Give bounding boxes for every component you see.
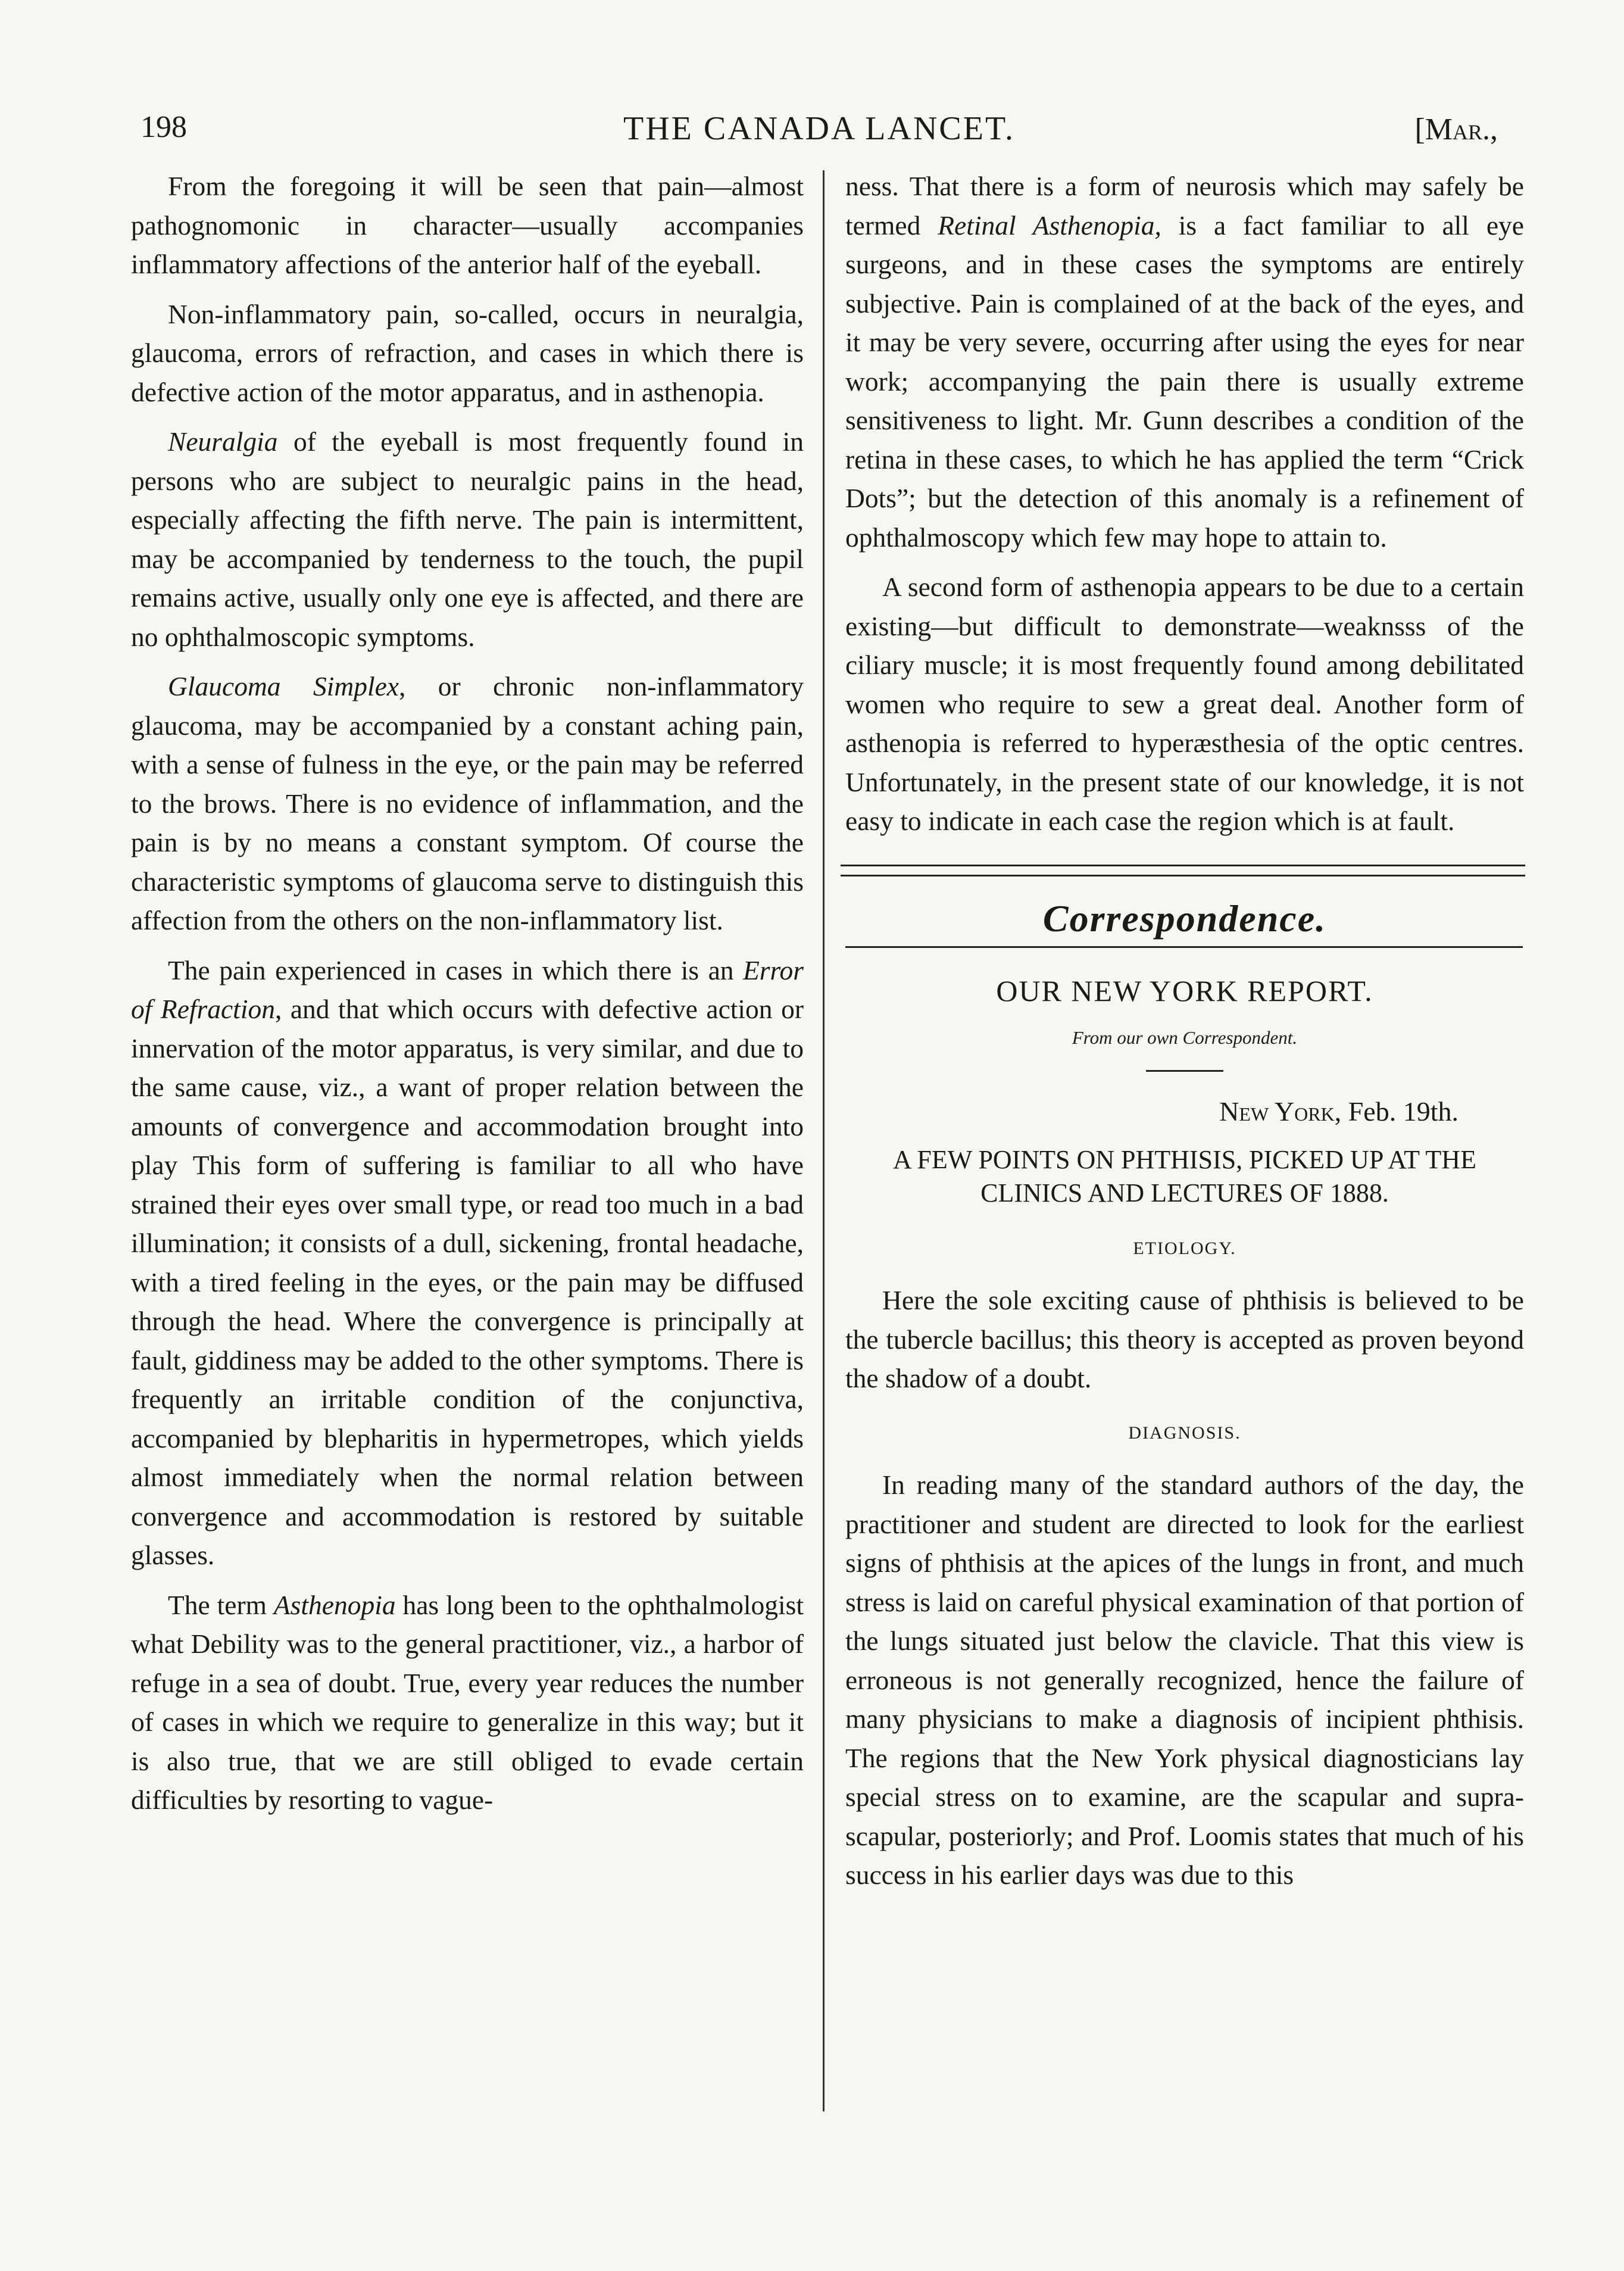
rule [1146,1070,1223,1072]
running-header [140,110,1498,163]
paragraph-text: is a fact familiar to all eye surgeons, and in these cases the symptoms are entirely subjective. Pain is complained of at the back of the eyes, and it may be very severe, occurring after using the eyes for near work; accompanying the pain there is usually extreme sensitiveness to light. Mr. Gunn describes a condition of the retina in these cases, to which he has applied the term “Crick Dots”; but the detection of this anomaly is a refinement of ophthalmoscopy which few may hope to attain to. [845,210,1524,553]
subheading-diagnosis: DIAGNOSIS. [1128,1423,1241,1443]
paragraph [131,951,804,1575]
paragraph [131,667,804,940]
paragraph-text: ness. That there is a form of neurosis which may safely be termed [845,171,1524,241]
section-heading: Correspondence. [1042,897,1327,940]
left-column [131,167,804,1820]
paragraph [131,422,804,656]
italic-term: Glaucoma Simplex [168,671,399,701]
right-column [845,167,1524,1895]
dateline [845,1092,1524,1131]
paragraph: From the foregoing it will be seen that pain—almost pathognomonic in character—usually accompanies inflammatory affections of the anterior half of the eyeball. [131,171,804,279]
italic-term: Neuralgia [168,426,278,457]
paragraph-text: of the eyeball is most frequently found in persons who are subject to neuralgic pains in the head, especially affecting the fifth nerve. The pain is intermittent, may be accompanied by tenderness to the touch, the pupil remains active, usually only one eye is affected, and there are no ophthalmoscopic symptoms. [131,426,804,652]
article-heading: A FEW POINTS ON PHTHISIS, PICKED UP AT THE CLINICS AND LECTURES OF 1888. [893,1144,1476,1208]
byline: From our own Correspondent. [1072,1027,1298,1048]
paragraph: Here the sole exciting cause of phthisis is believed to be the tubercle bacillus; this theory is accepted as proven beyond the shadow of a doubt. [845,1285,1524,1393]
subheading-etiology: ETIOLOGY. [1133,1238,1236,1258]
paragraph [845,167,1524,557]
paragraph-text: The pain experienced in cases in which there is an [168,954,744,985]
page-number: 198 [140,110,187,144]
column-divider [823,170,825,2111]
paragraph-text: has long been to the ophthalmologist what Debility was to the general practitioner, viz., a harbor of refuge in a sea of doubt. True, every year reduces the number of cases in which we require to generalize in this way; but it is also true, that we are still obliged to evade certain difficulties by resorting to vague- [131,1589,804,1815]
dateline-date: , Feb. 19th. [1334,1096,1459,1127]
rule [845,946,1523,948]
italic-term: Retinal Asthenopia, [938,210,1161,241]
paragraph-text: , and that which occurs with defective action or innervation of the motor apparatus, is very similar, and due to the same cause, viz., a want of proper relation between the amounts of convergence and accommodation brought into play This form of suffering is familiar to all who have strained their eyes over small type, or read too much in a bad illumination; it consists of a dull, sickening, frontal headache, with a tired feeling in the eyes, or the pain may be diffused through the head. Where the convergence is principally at fault, giddiness may be added to the other symptoms. There is frequently an irritable condition of the conjunctiva, accompanied by blepharitis in hypermetropes, which yields almost immediately when the normal relation between convergence and accommodation is restored by suitable glasses. [131,994,804,1570]
paragraph: Non-inflammatory pain, so-called, occurs in neuralgia, glaucoma, errors of refraction, and cases in which there is defective action of the motor apparatus, and in asthenopia. [131,298,804,407]
dateline-city: New York [1219,1096,1335,1127]
issue-label: [Mar., [1414,113,1498,146]
paragraph: In reading many of the standard authors of the day, the practitioner and student are directed to look for the earliest signs of phthisis at the apices of the lungs in front, and much stress is laid on careful physical examination of that portion of the lungs situated just below the clavicle. That this view is erroneous is not generally recognized, hence the failure of many physicians to make a diagnosis of incipient phthisis. The regions that the New York physical diagnosticians lay special stress on to examine, are the scapular and supra-scapular, posteriorly; and Prof. Loomis states that much of his success in his earlier days was due to this [845,1470,1524,1890]
paragraph-text: , or chronic non-inflammatory glaucoma, may be accompanied by a constant aching pain, with a sense of fulness in the eye, or the pain may be referred to the brows. There is no evidence of inflammation, and the pain is by no means a constant symptom. Of course the characteristic symptoms of glaucoma serve to distinguish this affection from the others on the non-inflammatory list. [131,671,804,935]
paragraph-text: The term [168,1589,274,1620]
report-title: OUR NEW YORK REPORT. [996,974,1373,1007]
journal-title: THE CANADA LANCET. [623,110,1016,147]
paragraph: A second form of asthenopia appears to be due to a certain existing—but difficult to demonstrate—weaknsss of the ciliary muscle; it is most frequently found among debilitated women who require to sew a great deal. Another form of asthenopia is referred to hyperæsthesia of the optic centres. Unfortunately, in the present state of our knowledge, it is not easy to indicate in each case the region which is at fault. [845,572,1524,836]
italic-term: Error of Refraction [131,954,804,1024]
italic-term: Asthenopia [273,1589,396,1620]
double-rule [841,865,1525,876]
paragraph [131,1586,804,1820]
